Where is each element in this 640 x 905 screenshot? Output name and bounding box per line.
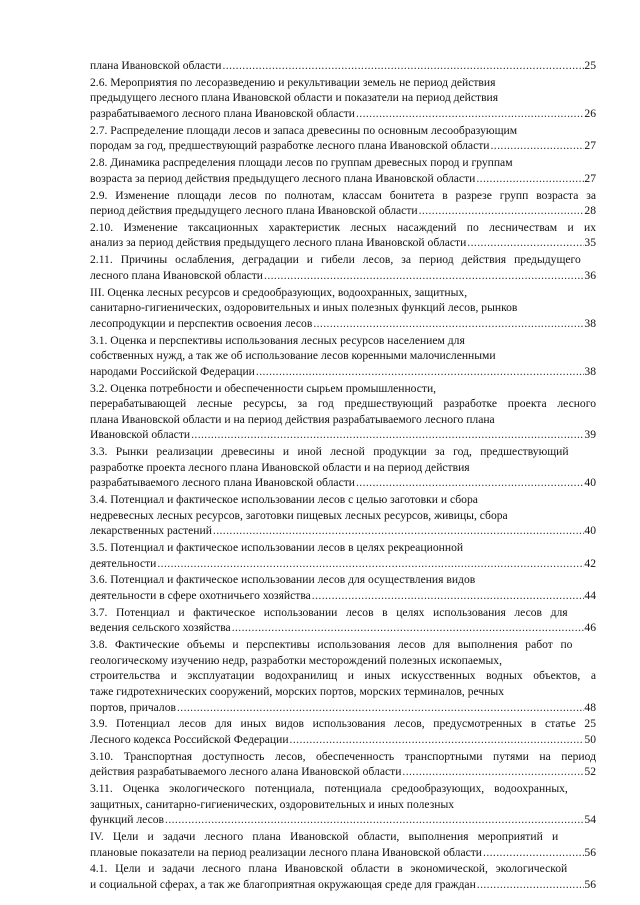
leader-dots [289, 732, 585, 748]
toc-page-number: 56 [584, 845, 596, 859]
toc-page-number: 40 [584, 476, 596, 490]
toc-page-number: 38 [584, 364, 596, 378]
toc-entry[interactable] [90, 285, 596, 332]
toc-entry-text: разрабатываемого лесного плана Ивановской области [90, 106, 355, 120]
toc-entry-text: 2.9. Изменение площади лесов по полнотам, классам бонитета в разрезе групп возраста за [90, 188, 596, 202]
toc-entry-text: Ивановской области [90, 428, 191, 442]
toc-entry[interactable] [90, 637, 596, 715]
toc-page-number: 56 [584, 878, 596, 892]
toc-entry[interactable] [90, 605, 596, 636]
toc-page-number: 46 [584, 621, 596, 635]
toc-page-number: 39 [584, 428, 596, 442]
leader-dots [156, 556, 584, 572]
toc-entry-text: защитных, санитарно-гигиенических, оздоровительных и иных полезных [90, 797, 455, 811]
toc-entry[interactable] [90, 381, 596, 443]
toc-entry-text: анализ за период действия предыдущего лесного плана Ивановской области [90, 236, 467, 250]
leader-dots [311, 588, 585, 604]
toc-entry-text: 3.6. Потенциал и фактическое использовании лесов для осуществления видов [90, 573, 476, 587]
toc-entry-text: портов, причалов [90, 700, 176, 714]
toc-entry[interactable] [90, 252, 596, 283]
toc-entry-text: деятельности [90, 556, 157, 570]
toc-entry-text: перерабатывающей лесные ресурсы, за год предшествующий разработке проекта лесного [90, 397, 596, 411]
toc-page-number: 40 [584, 524, 596, 538]
toc-entry-text: 2.11. Причины ослабления, деградации и гибели лесов, за период действия предыдущего [90, 253, 581, 267]
toc-entry-text: 3.1. Оценка и перспективы использования лесных ресурсов населением для [90, 333, 465, 347]
toc-page-number: 35 [584, 236, 596, 250]
toc-page-number: 48 [584, 700, 596, 714]
toc-entry-text: разработке проекта лесного плана Ивановской области и на период действия [90, 460, 470, 474]
toc-page-number: 28 [584, 204, 596, 218]
toc-entry-text: 2.10. Изменение таксационных характеристик лесных насаждений по лесничествам и их [90, 220, 596, 234]
toc-entry-text: ведения сельского хозяйства [90, 621, 231, 635]
toc-entry-text: и социальной сферах, а так же благоприятная окружающая среде для граждан [90, 878, 476, 892]
toc-entry[interactable] [90, 123, 596, 154]
toc-entry-text: 3.8. Фактические объемы и перспективы использования лесов для выполнения работ по [90, 638, 573, 652]
toc-page-number: 54 [584, 813, 596, 827]
toc-entry-text: плана Ивановской области [90, 59, 222, 72]
toc-entry-text: действия разрабатываемого лесного алана Ивановской области [90, 765, 402, 779]
toc-entry-text: 3.2. Оценка потребности и обеспеченности сырьем промышленности, [90, 381, 437, 395]
toc-entry-text: 3.3. Рынки реализации древесины и иной лесной продукции за год, предшествующий [90, 445, 569, 459]
toc-entry[interactable] [90, 861, 596, 892]
toc-entry-text: лесопродукции и перспектив освоения лесов [90, 316, 313, 330]
toc-entry[interactable] [90, 749, 596, 780]
toc-entry-text: санитарно-гигиенических, оздоровительных и иных полезных функций лесов, рынков [90, 301, 518, 315]
leader-dots [231, 620, 585, 636]
toc-entry-text: лесного плана Ивановской области [90, 268, 264, 282]
leader-dots [263, 268, 584, 284]
toc-entry-text: 2.6. Мероприятия по лесоразведению и рекультивации земель не период действия [90, 75, 496, 89]
toc-page-number: 27 [584, 139, 596, 153]
leader-dots [355, 475, 584, 491]
toc-entry-text: 3.4. Потенциал и фактическое использовании лесов с целью заготовки и сбора [90, 493, 478, 507]
toc-entry-text: 3.7. Потенциал и фактическое использовании лесов в целях использования лесов для [90, 605, 568, 619]
toc-entry-text: геологическому изучению недр, разработки месторождений полезных ископаемых, [90, 653, 502, 667]
leader-dots [221, 58, 584, 74]
toc-entry-text: предыдущего лесного плана Ивановской области и показатели на период действия [90, 91, 499, 105]
toc-entry[interactable] [90, 540, 596, 571]
toc-page-number: 50 [584, 732, 596, 746]
toc-entry-text: 3.11. Оценка экологического потенциала, потенциала средообразующих, водоохранных, [90, 782, 568, 796]
toc-entry-text: 2.8. Динамика распределения площади лесов по группам древесных пород и группам [90, 156, 513, 170]
leader-dots [466, 235, 584, 251]
toc-page-number: 25 [584, 59, 596, 72]
leader-dots [355, 106, 584, 122]
toc-entry[interactable] [90, 220, 596, 251]
toc-entry-text: собственных нужд, а так же об использование лесов коренными малочисленными [90, 349, 496, 363]
toc-entry-text: IV. Цели и задачи лесного плана Ивановской области, выполнения мероприятий и [90, 830, 559, 844]
toc-entry[interactable] [90, 492, 596, 539]
toc-entry-text: 3.9. Потенциал лесов для иных видов использования лесов, предусмотренных в статье 25 [90, 717, 596, 731]
toc-entry-text: разрабатываемого лесного плана Ивановской области [90, 476, 355, 490]
leader-dots [312, 316, 584, 332]
toc-page-number: 52 [584, 765, 596, 779]
toc-entry-text: 3.5. Потенциал и фактическое использовании лесов в целях рекреационной [90, 541, 464, 555]
leader-dots [482, 845, 584, 861]
toc-entry[interactable] [90, 75, 596, 122]
toc-page-number: 26 [584, 106, 596, 120]
toc-entry-text: плана Ивановской области и на период действия разрабатываемого лесного плана [90, 412, 495, 426]
toc-entry-text: функций лесов [90, 813, 165, 827]
toc-entry-text: народами Российской Федерации [90, 364, 255, 378]
leader-dots [164, 812, 584, 828]
toc-entry-text: 3.10. Транспортная доступность лесов, обеспеченность транспортными путями на период [90, 749, 596, 763]
toc-entry[interactable] [90, 444, 596, 491]
leader-dots [401, 764, 584, 780]
toc-entry[interactable] [90, 155, 596, 186]
leader-dots [490, 138, 585, 154]
leader-dots [476, 877, 585, 893]
toc-page-number: 42 [584, 556, 596, 570]
toc-page-number: 27 [584, 171, 596, 185]
toc-entry-text: таже гидротехнических сооружений, морских портов, морских терминалов, речных [90, 684, 505, 698]
toc-entry-text: плановые показатели на период реализации лесного плана Ивановской области [90, 845, 483, 859]
leader-dots [255, 364, 585, 380]
toc-entry-text: недревесных лесных ресурсов, заготовки пищевых лесных ресурсов, живицы, сбора [90, 508, 508, 522]
toc-entry-text: 4.1. Цели и задачи лесного плана Ивановской области в экономической, экологической [90, 862, 568, 876]
leader-dots [176, 700, 584, 716]
toc-page-number: 44 [584, 589, 596, 603]
toc-entry[interactable] [90, 781, 596, 828]
toc-entry-text: породам за год, предшествующий разработке лесного плана Ивановской области [90, 139, 490, 153]
toc-entry-text: деятельности в сфере охотничьего хозяйства [90, 589, 311, 603]
toc-entry[interactable] [90, 58, 596, 74]
toc-entry[interactable] [90, 188, 596, 219]
toc-entry-text: лекарственных растений [90, 524, 212, 538]
toc-entry[interactable] [90, 829, 596, 860]
toc-entry-text: 2.7. Распределение площади лесов и запаса древесины по основным лесообразующим [90, 123, 518, 137]
leader-dots [212, 523, 585, 539]
toc-entry[interactable] [90, 333, 596, 380]
table-of-contents [90, 58, 596, 894]
toc-page-number: 38 [584, 316, 596, 330]
leader-dots [190, 427, 584, 443]
toc-entry[interactable] [90, 572, 596, 603]
toc-page-number: 36 [584, 268, 596, 282]
toc-entry-text: период действия предыдущего лесного плана Ивановской области [90, 204, 418, 218]
toc-entry-text: возраста за период действия предыдущего лесного плана Ивановской области [90, 171, 476, 185]
toc-entry[interactable] [90, 716, 596, 747]
toc-entry-text: III. Оценка лесных ресурсов и средообразующих, водоохранных, защитных, [90, 285, 468, 299]
toc-entry-text: Лесного кодекса Российской Федерации [90, 732, 289, 746]
leader-dots [418, 203, 585, 219]
leader-dots [475, 171, 584, 187]
toc-entry-text: строительства и эксплуатации водохранилищ и иных искусственных водных объектов, а [90, 669, 596, 683]
